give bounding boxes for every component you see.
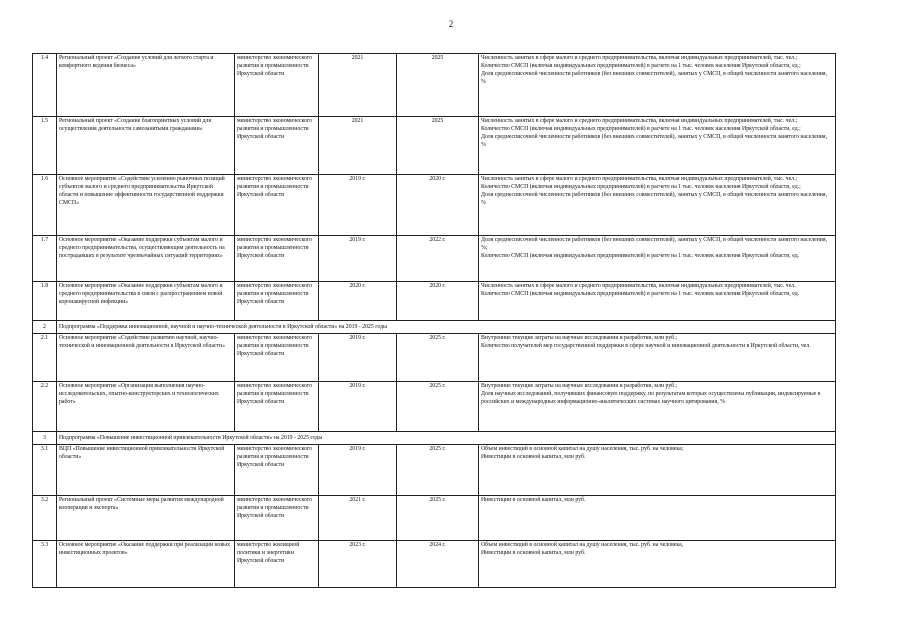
end-year: 2024 г. <box>397 541 479 588</box>
indicator-line: Численность занятых в сфере малого и среднего предпринимательства, включая индивидуальных предпринимателей, тыс. чел.; <box>481 176 798 182</box>
table-row <box>33 175 836 236</box>
indicator-line: Количество СМСП (включая индивидуальных предпринимателей) в расчете на 1 тыс. человек населения Иркутской области, ед.; <box>481 184 801 191</box>
indicators <box>479 445 836 496</box>
indicator-line: Доля научных исследований, получивших финансовую поддержку, по результатам которых осуществлены публикации, индексируемые в российских и международных информационно-аналитических системах научного цитирования, % <box>481 391 821 406</box>
executor: министерство экономического развития и промышленности Иркутской области <box>235 496 319 541</box>
row-number: 2.2 <box>33 382 57 432</box>
indicators <box>479 236 836 282</box>
indicator-line: Количество СМСП (включая индивидуальных предпринимателей) в расчете на 1 тыс. человек населения Иркутской области, ед. <box>481 291 800 298</box>
start-year: 2019 г. <box>319 382 397 432</box>
table-row <box>33 282 836 321</box>
indicator-line: Доля среднесписочной численности работников (без внешних совместителей), занятых у СМСП, в общей численности занятого населения, % <box>481 192 828 207</box>
indicator-line: Численность занятых в сфере малого и среднего предпринимательства, включая индивидуальных предпринимателей, тыс. чел.; <box>481 118 798 124</box>
indicators <box>479 496 836 541</box>
start-year: 2020 г. <box>319 282 397 321</box>
indicator-line: Внутренние текущие затраты на научные исследования и разработки, млн руб.; <box>481 335 678 341</box>
end-year: 2020 г. <box>397 175 479 236</box>
indicators <box>479 541 836 588</box>
table-row <box>33 382 836 432</box>
executor: министерство экономического развития и промышленности Иркутской области <box>235 445 319 496</box>
measure-name: Региональный проект «Создание благоприятных условий для осуществления деятельности самозанятыми гражданами» <box>57 117 235 175</box>
measure-name: Региональный проект «Создание условий для легкого старта и комфортного ведения бизнеса» <box>57 54 235 117</box>
measure-name: Основное мероприятие «Оказание поддержки при реализации новых инвестиционных проектов» <box>57 541 235 588</box>
executor: министерство жилищной политики и энергетики Иркутской области <box>235 541 319 588</box>
indicator-line: Количество получателей мер государственной поддержки в сфере научной и инновационной деятельности в Иркутской области, чел. <box>481 343 811 350</box>
indicators <box>479 282 836 321</box>
measure-name: Основное мероприятие «Содействие развитию научной, научно-технической и инновационной деятельности в Иркутской области» <box>57 334 235 382</box>
indicator-line: Инвестиции в основной капитал, млн руб. <box>481 497 586 503</box>
executor: министерство экономического развития и промышленности Иркутской области <box>235 175 319 236</box>
executor: министерство экономического развития и промышленности Иркутской области <box>235 236 319 282</box>
measure-name: Региональный проект «Системные меры развития международной кооперации и экспорта» <box>57 496 235 541</box>
row-number: 1.4 <box>33 54 57 117</box>
indicator-line: Количество СМСП (включая индивидуальных предпринимателей) в расчете на 1 тыс. человек населения Иркутской области, ед.; <box>481 126 801 133</box>
indicator-line: Численность занятых в сфере малого и среднего предпринимательства, включая индивидуальных предпринимателей, тыс. чел. <box>481 283 796 289</box>
start-year: 2019 г. <box>319 175 397 236</box>
end-year: 2025 г. <box>397 382 479 432</box>
start-year: 2021 <box>319 117 397 175</box>
indicators <box>479 175 836 236</box>
subprogram-title: Подпрограмма «Повышение инвестиционной привлекательности Иркутской области» на 2019 - 2025 годы <box>57 432 836 445</box>
executor: министерство экономического развития и промышленности Иркутской области <box>235 334 319 382</box>
indicator-line: Доля среднесписочной численности работников (без внешних совместителей), занятых у СМСП, в общей численности занятого населения, % <box>481 134 828 149</box>
end-year: 2020 г. <box>397 282 479 321</box>
subprogram-title: Подпрограмма «Поддержка инновационной, научной и научно-технической деятельности в Иркутской области» на 2019 - 2025 годы <box>57 321 836 334</box>
end-year: 2025 г. <box>397 334 479 382</box>
row-number: 1.5 <box>33 117 57 175</box>
subprogram-row <box>33 321 836 334</box>
indicator-line: Доля среднесписочной численности работников (без внешних совместителей), занятых у СМСП, в общей численности занятого населения, % <box>481 71 828 86</box>
row-number: 3.3 <box>33 541 57 588</box>
executor: министерство экономического развития и промышленности Иркутской области <box>235 117 319 175</box>
row-number: 2.1 <box>33 334 57 382</box>
start-year: 2019 г. <box>319 334 397 382</box>
executor: министерство экономического развития и промышленности Иркутской области <box>235 54 319 117</box>
measure-name: ВЦП «Повышение инвестиционной привлекательности Иркутской области» <box>57 445 235 496</box>
executor: министерство экономического развития и промышленности Иркутской области <box>235 282 319 321</box>
table-row <box>33 496 836 541</box>
start-year: 2021 <box>319 54 397 117</box>
table-row <box>33 541 836 588</box>
end-year: 2025 <box>397 117 479 175</box>
start-year: 2023 г. <box>319 541 397 588</box>
page-number: 2 <box>448 19 454 29</box>
indicator-line: Объем инвестиций в основной капитал на душу населения, тыс. руб. на человека, <box>481 542 684 548</box>
indicators <box>479 54 836 117</box>
row-number: 1.7 <box>33 236 57 282</box>
indicator-line: Инвестиции в основной капитал, млн руб. <box>481 550 586 557</box>
indicator-line: Численность занятых в сфере малого и среднего предпринимательства, включая индивидуальных предпринимателей, тыс. чел.; <box>481 55 798 61</box>
end-year: 2025 <box>397 54 479 117</box>
indicator-line: Инвестиции в основной капитал, млн руб. <box>481 454 586 461</box>
table-body <box>33 54 836 588</box>
table-row <box>33 54 836 117</box>
start-year: 2019 г. <box>319 445 397 496</box>
measure-name: Основное мероприятие «Оказание поддержки субъектам малого и среднего предпринимательства в связи с распространением новой коронавирусной инфекции» <box>57 282 235 321</box>
subprogram-row <box>33 432 836 445</box>
end-year: 2025 г. <box>397 496 479 541</box>
row-number: 1.6 <box>33 175 57 236</box>
row-number: 3.2 <box>33 496 57 541</box>
row-number: 1.8 <box>33 282 57 321</box>
indicator-line: Количество СМСП (включая индивидуальных предпринимателей) в расчете на 1 тыс. человек населения Иркутской области, ед. <box>481 253 800 260</box>
start-year: 2021 г. <box>319 496 397 541</box>
table-row <box>33 236 836 282</box>
executor: министерство экономического развития и промышленности Иркутской области <box>235 382 319 432</box>
indicator-line: Количество СМСП (включая индивидуальных предпринимателей) в расчете на 1 тыс. человек населения Иркутской области, ед.; <box>481 63 801 70</box>
measure-name: Основное мероприятие «Организация выполнения научно-исследовательских, опытно-конструкторских и технологических работ» <box>57 382 235 432</box>
indicators <box>479 334 836 382</box>
row-number: 3 <box>33 432 57 445</box>
indicators <box>479 382 836 432</box>
row-number: 3.1 <box>33 445 57 496</box>
program-table <box>32 53 836 588</box>
table-row <box>33 445 836 496</box>
measure-name: Основное мероприятие «Содействие усилению рыночных позиций субъектов малого и среднего предпринимательства Иркутской области и повышение эффективности государственной поддержки СМСП» <box>57 175 235 236</box>
indicator-line: Объем инвестиций в основной капитал на душу населения, тыс. руб. на человека; <box>481 446 684 452</box>
table-row <box>33 334 836 382</box>
row-number: 2 <box>33 321 57 334</box>
end-year: 2025 г. <box>397 445 479 496</box>
end-year: 2022 г. <box>397 236 479 282</box>
indicators <box>479 117 836 175</box>
table-row <box>33 117 836 175</box>
start-year: 2019 г. <box>319 236 397 282</box>
measure-name: Основное мероприятие «Оказание поддержки субъектам малого и среднего предпринимательства, осуществляющим деятельность на пострадавших в результате чрезвычайных ситуаций территориях» <box>57 236 235 282</box>
indicator-line: Доля среднесписочной численности работников (без внешних совместителей), занятых у СМСП, в общей численности занятого населения, %; <box>481 237 828 252</box>
indicator-line: Внутренние текущие затраты на научные исследования и разработки, млн руб.; <box>481 383 678 389</box>
